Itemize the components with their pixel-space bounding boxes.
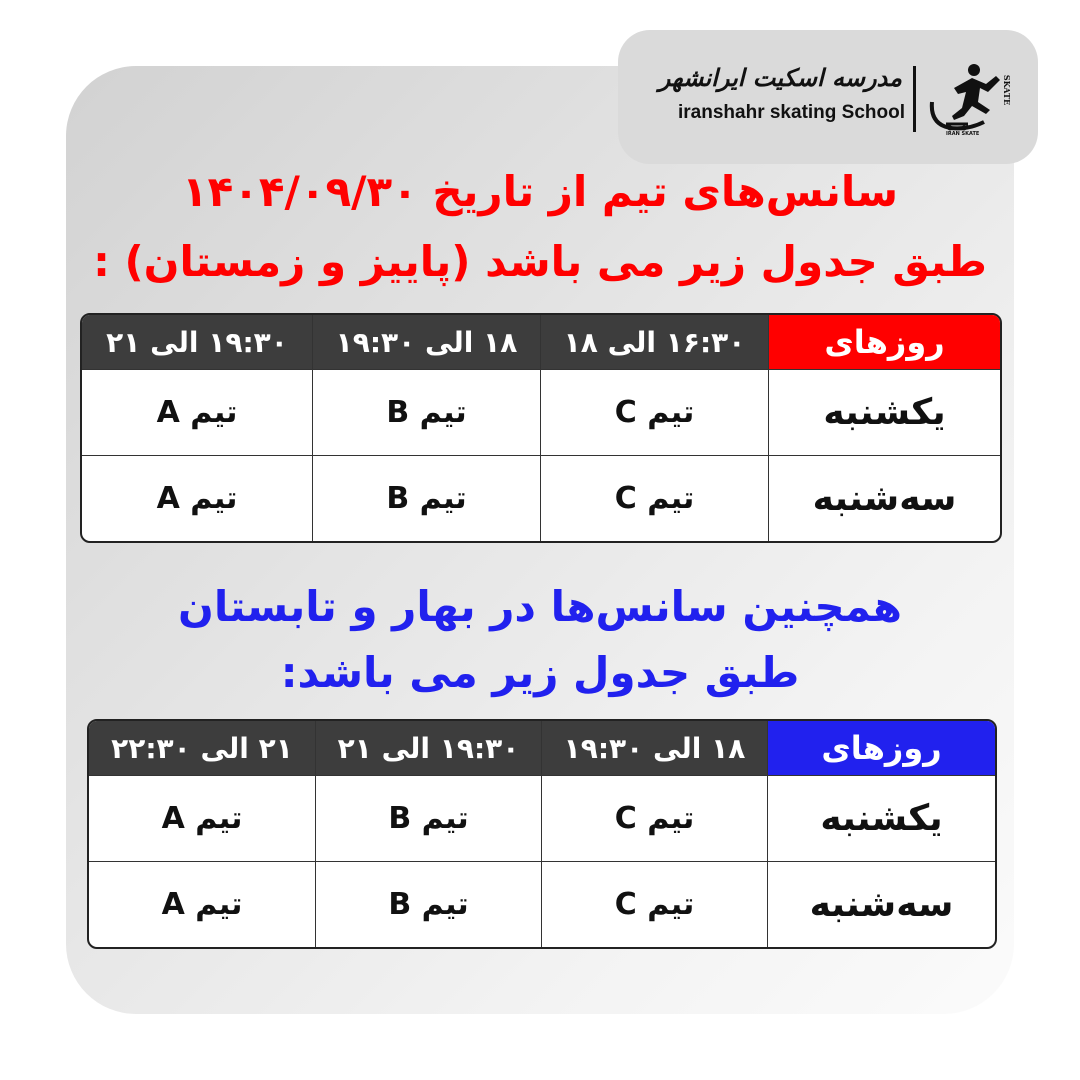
team-cell: تیم A: [161, 887, 243, 922]
table-row: [82, 370, 1000, 456]
team-cell: تیم B: [315, 776, 541, 862]
team-cell: تیم A: [89, 776, 315, 862]
day-cell: سه‌شنبه: [767, 862, 995, 947]
team-cell: تیم A: [156, 481, 238, 516]
spring-heading-line1: همچنین سانس‌ها در بهار و تابستان: [178, 582, 902, 631]
table-row: [82, 456, 1000, 541]
day-cell: یکشنبه: [767, 776, 995, 862]
time-slot-header: ۱۹:۳۰ الی ۲۱: [315, 721, 541, 776]
team-cell: تیم B: [312, 370, 540, 456]
day-cell: سه‌شنبه: [768, 456, 1000, 541]
table-row: [89, 776, 995, 862]
school-name-fa: مدرسه اسکیت ایرانشهر: [658, 64, 902, 92]
time-slot-header: ۱۸ الی ۱۹:۳۰: [541, 721, 767, 776]
time-slot-header: ۲۱ الی ۲۲:۳۰: [89, 721, 315, 776]
time-slot-header: ۱۶:۳۰ الی ۱۸: [540, 315, 768, 370]
spring-heading-line2: طبق جدول زیر می باشد:: [280, 648, 800, 697]
team-cell: تیم C: [541, 862, 767, 947]
team-cell: تیم C: [540, 370, 768, 456]
logo-divider: [913, 66, 916, 132]
autumn-heading-line1: سانس‌های تیم از تاریخ ۱۴۰۴/۰۹/۳۰: [181, 167, 899, 216]
table-header-row: [89, 721, 995, 776]
spring-summer-schedule-table: [87, 719, 997, 949]
day-cell: یکشنبه: [768, 370, 1000, 456]
team-cell: تیم B: [312, 456, 540, 541]
table-header-row: [82, 315, 1000, 370]
team-cell: تیم C: [540, 456, 768, 541]
table-row: [89, 862, 995, 947]
skater-logo-icon: [924, 58, 1012, 138]
days-header: روزهای: [767, 721, 995, 776]
team-cell: تیم B: [315, 862, 541, 947]
team-cell: تیم C: [541, 776, 767, 862]
logo-caption: IRAN SKATE: [946, 131, 980, 137]
autumn-winter-schedule-table: [80, 313, 1002, 543]
time-slot-header: ۱۹:۳۰ الی ۲۱: [82, 315, 312, 370]
team-cell: تیم A: [82, 370, 312, 456]
logo-side-text: SKATE: [1002, 74, 1012, 106]
autumn-heading-line2: طبق جدول زیر می باشد (پاییز و زمستان) :: [93, 237, 987, 286]
days-header: روزهای: [768, 315, 1000, 370]
time-slot-header: ۱۸ الی ۱۹:۳۰: [312, 315, 540, 370]
school-name-en: iranshahr skating School: [678, 102, 905, 123]
